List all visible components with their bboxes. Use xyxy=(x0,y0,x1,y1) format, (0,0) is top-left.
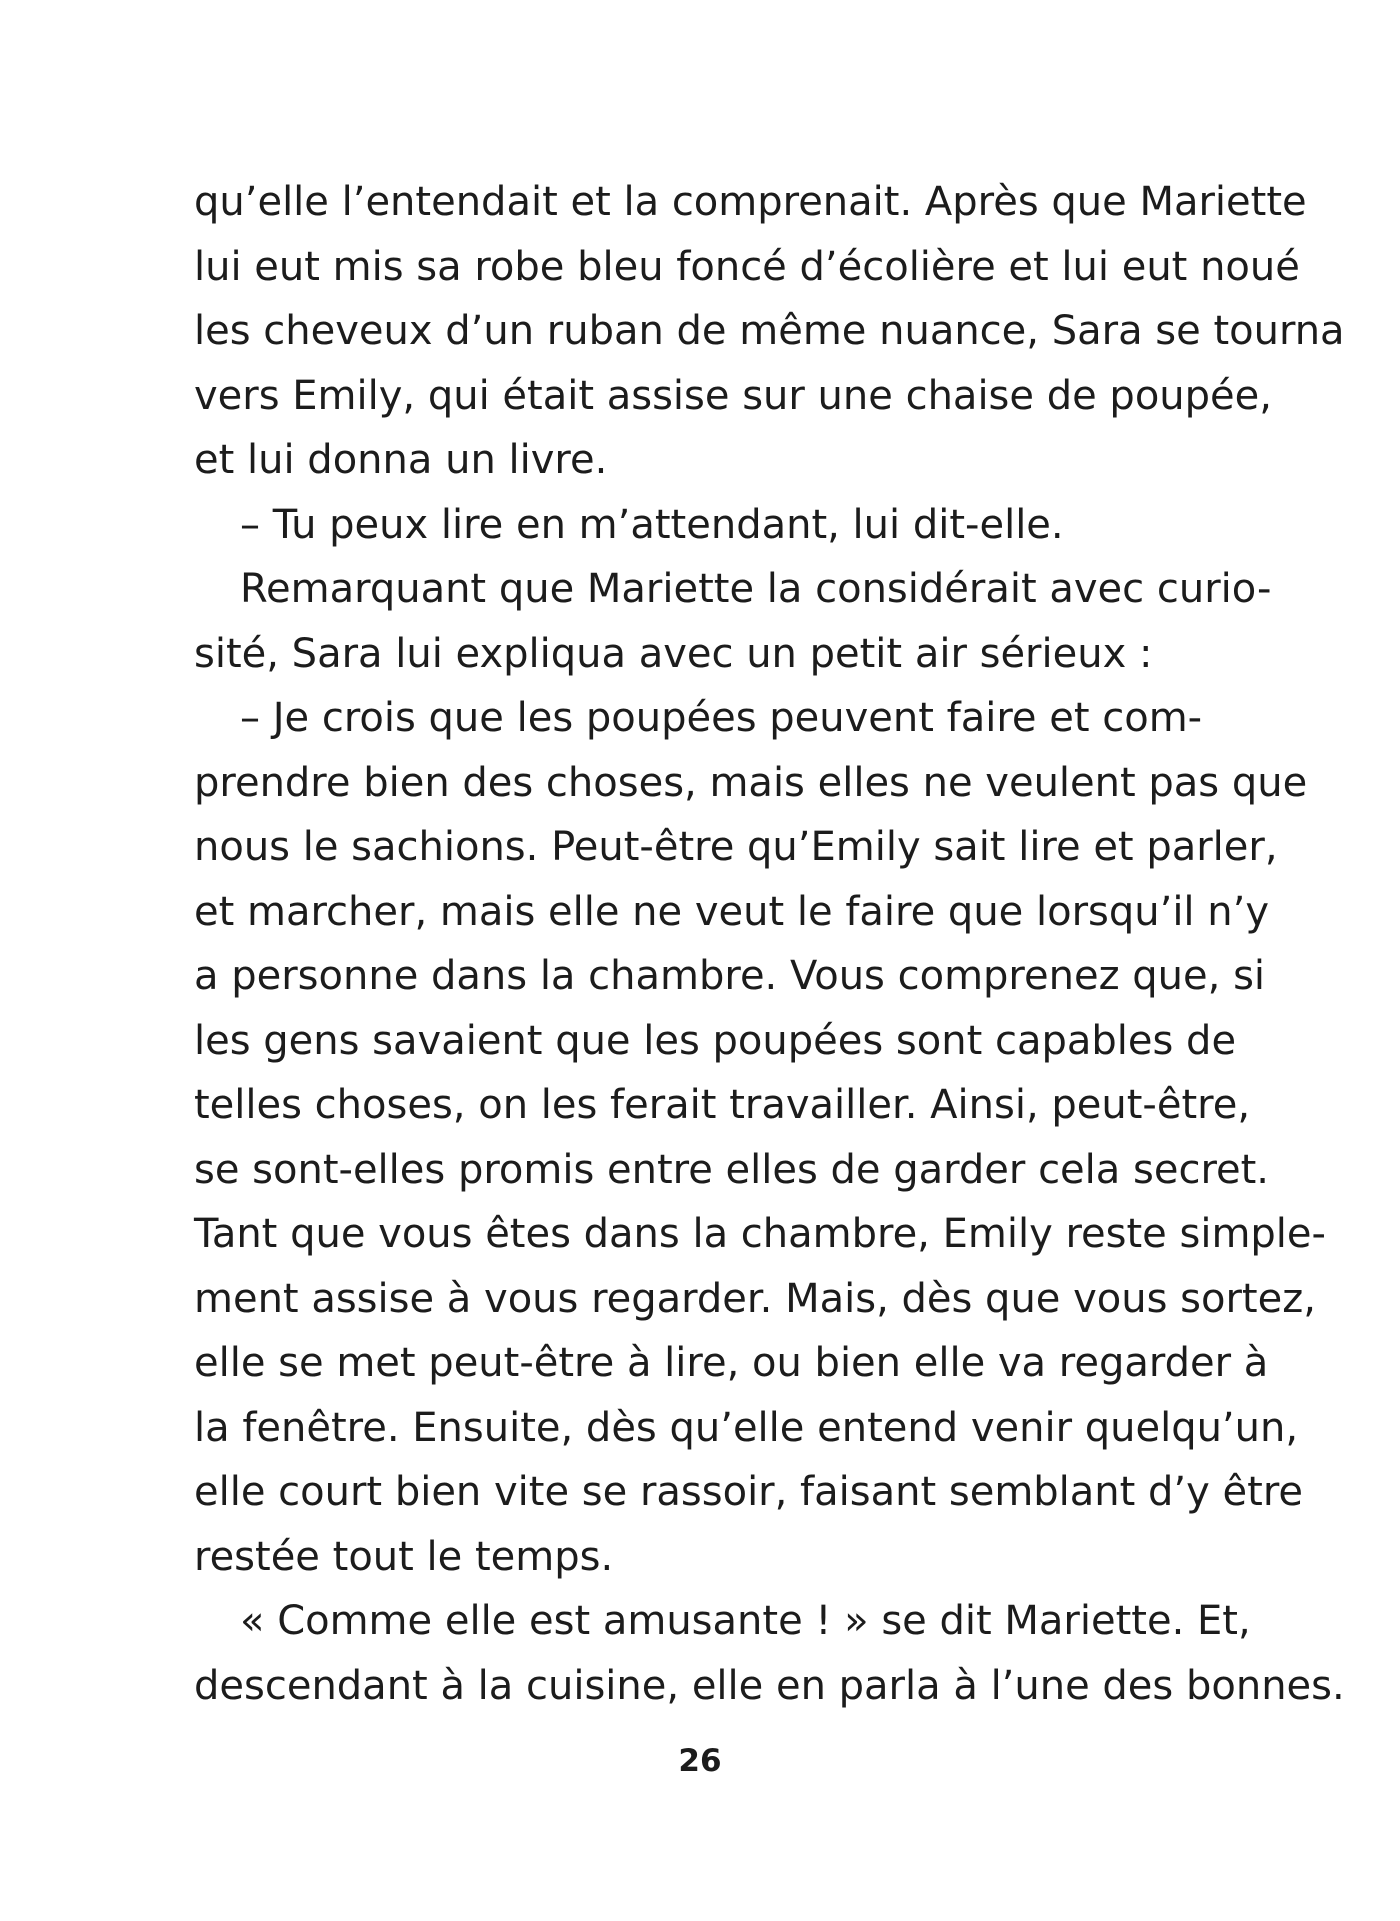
text-line: telles choses, on les ferait travailler. Ainsi, peut-être, xyxy=(194,1082,1251,1128)
text-line: la fenêtre. Ensuite, dès qu’elle entend venir quelqu’un, xyxy=(194,1404,1299,1451)
text-line: nous le sachions. Peut-être qu’Emily sait lire et parler, xyxy=(194,824,1278,870)
text-line: descendant à la cuisine, elle en parla à l’une des bonnes. xyxy=(194,1662,1345,1709)
text-line: et marcher, mais elle ne veut le faire que lorsqu’il n’y xyxy=(194,888,1269,935)
page-number: 26 xyxy=(678,1743,722,1779)
text-line: les cheveux d’un ruban de même nuance, Sara se tourna xyxy=(194,308,1345,354)
text-line: les gens savaient que les poupées sont capables de xyxy=(194,1017,1237,1064)
text-line: lui eut mis sa robe bleu foncé d’écolière et lui eut noué xyxy=(194,243,1300,290)
body-text xyxy=(194,170,1345,1718)
paragraph-start-line: Remarquant que Mariette la considérait avec curio- xyxy=(240,566,1272,612)
text-line: elle se met peut-être à lire, ou bien elle va regarder à xyxy=(194,1340,1269,1386)
text-line: ment assise à vous regarder. Mais, dès que vous sortez, xyxy=(194,1275,1316,1322)
text-line: vers Emily, qui était assise sur une chaise de poupée, xyxy=(194,372,1272,419)
text-line: sité, Sara lui expliqua avec un petit air sérieux : xyxy=(194,630,1153,677)
text-line: Tant que vous êtes dans la chambre, Emily reste simple- xyxy=(194,1211,1326,1257)
text-line: elle court bien vite se rassoir, faisant semblant d’y être xyxy=(194,1469,1304,1515)
text-line: a personne dans la chambre. Vous comprenez que, si xyxy=(194,953,1266,999)
text-line: se sont-elles promis entre elles de garder cela secret. xyxy=(194,1146,1270,1193)
text-line: qu’elle l’entendait et la comprenait. Après que Mariette xyxy=(194,179,1307,225)
text-line: prendre bien des choses, mais elles ne veulent pas que xyxy=(194,759,1308,806)
text-line: et lui donna un livre. xyxy=(194,437,608,483)
dialogue-line: – Je crois que les poupées peuvent faire et com- xyxy=(240,695,1203,741)
paragraph-start-line: « Comme elle est amusante ! » se dit Mariette. Et, xyxy=(240,1598,1251,1644)
dialogue-line: – Tu peux lire en m’attendant, lui dit-elle. xyxy=(240,501,1064,548)
text-line: restée tout le temps. xyxy=(194,1533,614,1580)
